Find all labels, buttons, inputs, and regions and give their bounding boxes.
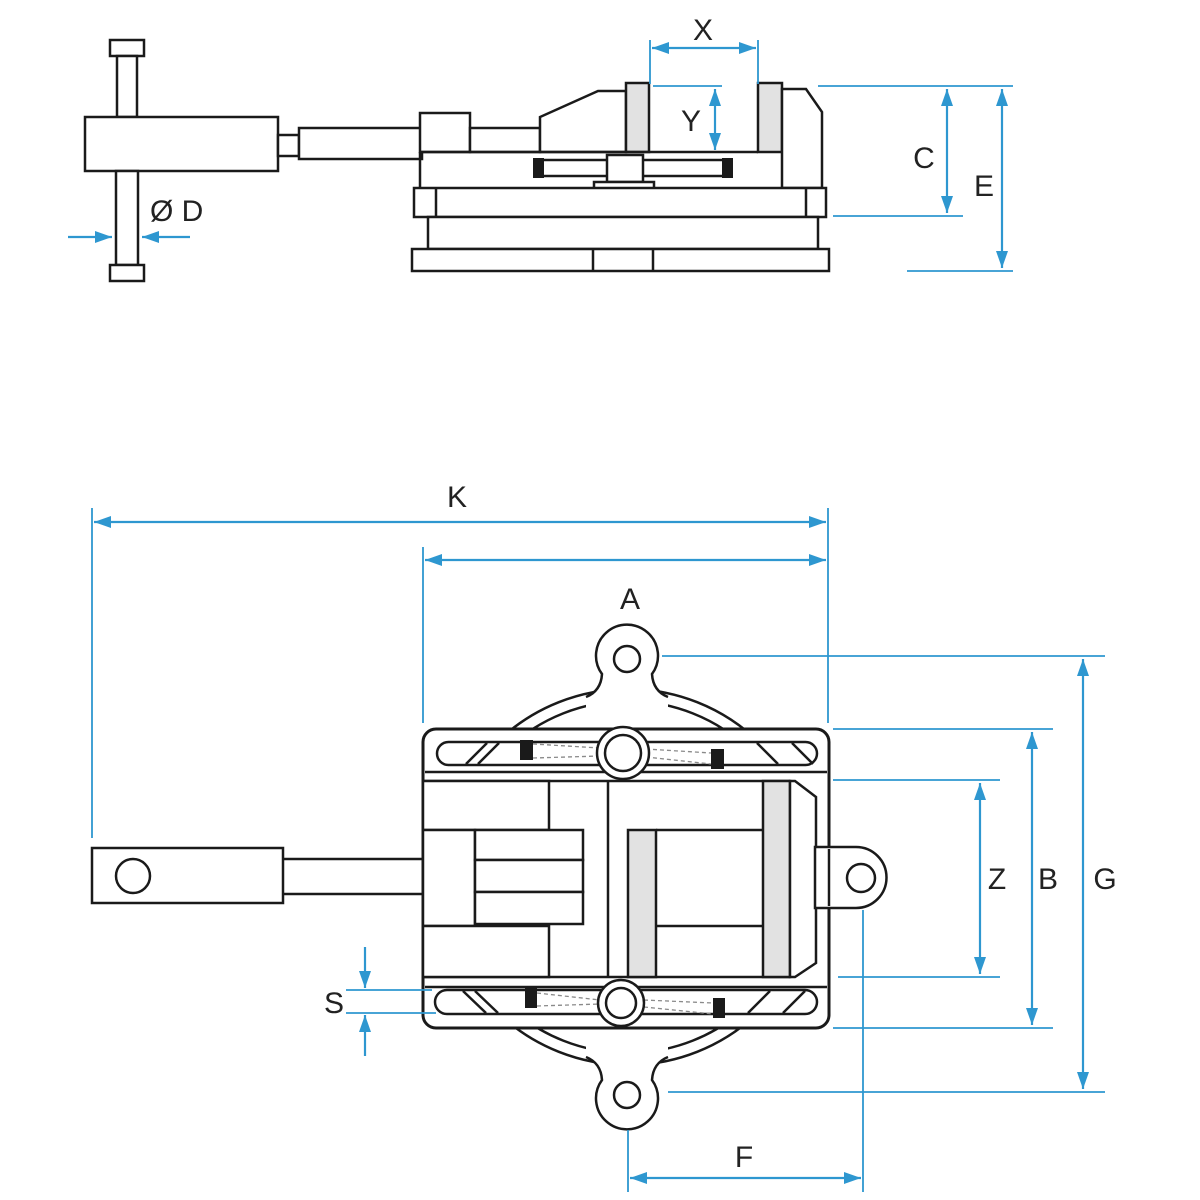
bottom-slot-nut-right <box>713 998 725 1018</box>
base-top-plate <box>414 188 826 217</box>
bottom-lug-hole <box>614 1082 640 1108</box>
dim-label-y: Y <box>680 105 702 138</box>
dim-label-z: Z <box>987 863 1007 896</box>
vise-body-side <box>420 83 822 189</box>
base-bottom-plate <box>412 249 829 271</box>
ear-hole <box>847 864 875 892</box>
nut-housing <box>470 128 540 152</box>
dim-label-c: C <box>913 142 935 175</box>
spindle-collar <box>278 135 299 156</box>
dim-label-x: X <box>692 14 714 47</box>
handle-hub <box>85 117 278 171</box>
handle-rod-lower <box>116 171 138 265</box>
dim-label-d: Ø D <box>150 195 204 228</box>
dim-label-a: A <box>619 583 641 616</box>
screw-nut-right <box>722 158 733 178</box>
handle-plan <box>92 848 423 903</box>
screw-nut-left <box>533 158 544 178</box>
dim-label-g: G <box>1093 863 1117 896</box>
bottom-slot-nut-left <box>525 988 537 1008</box>
fixed-jaw-plan <box>790 781 816 977</box>
movable-jaw-plate-plan <box>628 830 656 977</box>
fixed-jaw-plate <box>758 83 782 152</box>
handle-block-hole <box>116 859 150 893</box>
screw-housing <box>420 113 470 152</box>
crank-handle <box>85 40 422 281</box>
screw-block <box>607 155 643 182</box>
fixed-jaw-plate-plan <box>763 781 790 977</box>
handle-bottom-cap <box>110 265 144 281</box>
base-middle <box>428 217 818 249</box>
dim-label-f: F <box>734 1141 754 1174</box>
spindle-shaft <box>299 128 422 159</box>
dim-label-e: E <box>973 170 995 203</box>
lead-screw <box>533 155 733 189</box>
handle-rod-upper <box>117 56 137 117</box>
movable-jaw-plate <box>626 83 649 152</box>
swivel-base-side <box>412 188 829 271</box>
dim-label-s: S <box>323 987 345 1020</box>
plan-view <box>92 481 1117 1192</box>
fixed-jaw <box>782 89 822 188</box>
dim-label-b: B <box>1037 863 1059 896</box>
handle-top-cap <box>110 40 144 56</box>
side-view <box>68 14 1013 281</box>
top-lug-hole <box>614 646 640 672</box>
dim-label-k: K <box>446 481 468 514</box>
top-slot-nut-left <box>520 740 533 760</box>
side-ear-lug <box>815 847 886 908</box>
movable-jaw <box>540 91 626 152</box>
top-slot-nut-right <box>711 749 724 769</box>
